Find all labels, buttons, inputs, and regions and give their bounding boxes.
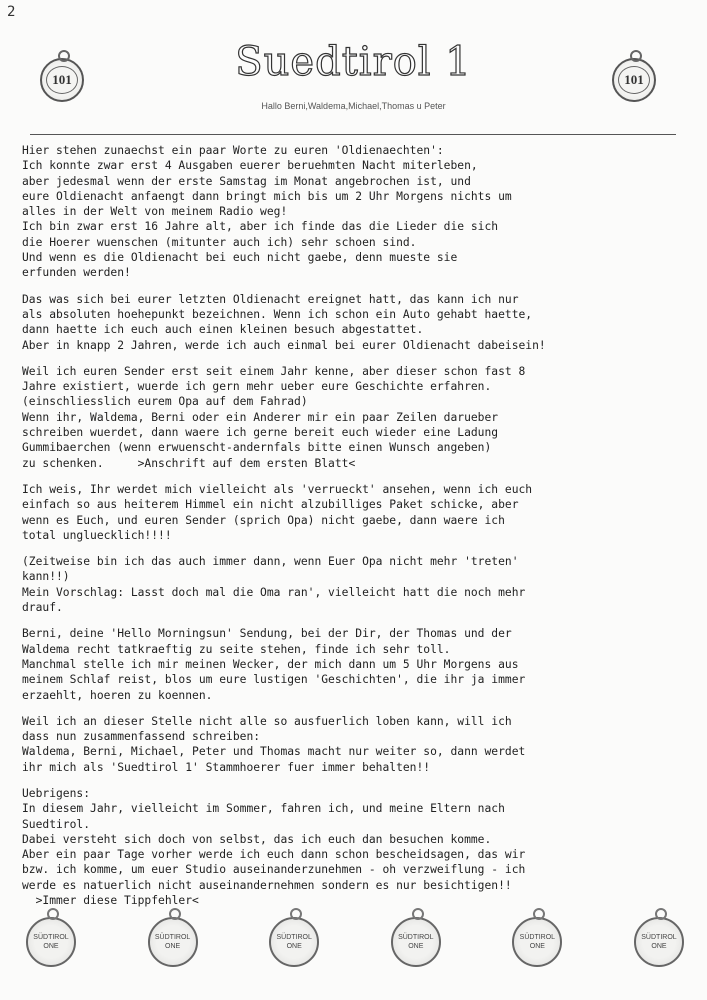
paragraph (22, 786, 692, 908)
footer-badge-line1: SÜDTIROL (519, 934, 556, 941)
page-number: 2 (7, 4, 16, 20)
text-line: Waldema, Berni, Michael, Peter und Thomas macht nur weiter so, dann werdet (22, 745, 526, 759)
logo-badge-left (40, 58, 84, 102)
text-line: Berni, deine 'Hello Morningsun' Sendung, bei der Dir, der Thomas und der (22, 627, 512, 641)
footer-logo-badge (512, 917, 562, 967)
paragraph (22, 143, 692, 281)
letter-body (22, 143, 692, 908)
text-line: Waldema recht tatkraeftig zu seite stehen, finde ich sehr toll. (22, 642, 451, 656)
text-line: Dabei versteht sich doch von selbst, das ich euch dan besuchen komme. (22, 832, 492, 846)
text-line: meinem Schlaf reist, blos um eure lustigen 'Geschichten', die ihr ja immer (22, 673, 526, 687)
text-line: Das was sich bei eurer letzten Oldienacht ereignet hatt, das kann ich nur (22, 292, 519, 306)
text-line: eure Oldienacht anfaengt dann bringt mich bis um 2 Uhr Morgens nichts um (22, 189, 512, 203)
text-line: (einschliesslich eurem Opa auf dem Fahrad) (22, 395, 308, 409)
footer-badge-row (20, 905, 690, 985)
footer-badge-line1: SÜDTIROL (641, 934, 677, 941)
paragraph (22, 714, 692, 775)
letter-greeting: Hallo Berni,Waldema,Michael,Thomas u Peter (261, 101, 446, 111)
text-line: erzaehlt, hoeren zu koennen. (22, 688, 213, 702)
text-line: werde es natuerlich nicht auseinandernehmen sondern es nur besichtigen!! (22, 878, 512, 892)
text-line: dass nun zusammenfassend schreiben: (22, 730, 261, 744)
text-line: Gummibaerchen (wenn erwuenscht-andernfals bitte einen Wunsch angeben) (22, 441, 492, 455)
text-line: erfunden werden! (22, 266, 131, 280)
footer-badge-line2: ONE (408, 943, 424, 950)
footer-badge-line2: ONE (165, 943, 181, 950)
text-line: aber jedesmal wenn der erste Samstag im Monat angebrochen ist, und (22, 174, 471, 188)
text-line: bzw. ich komme, um euer Studio auseinanderzunehmen - oh verzweiflung - ich (22, 863, 526, 877)
footer-logo-badge (634, 917, 684, 967)
text-line: Wenn ihr, Waldema, Berni oder ein Anderer mir ein paar Zeilen darueber (22, 410, 499, 424)
paragraph (22, 626, 692, 702)
paragraph (22, 482, 692, 543)
text-line: Suedtirol. (22, 817, 91, 831)
text-line: kann!!) (22, 570, 70, 584)
text-line: wenn es Euch, und euren Sender (sprich Opa) nicht gaebe, dann waere ich (22, 513, 505, 527)
footer-badge-line2: ONE (651, 943, 667, 950)
text-line: Weil ich euren Sender erst seit einem Jahr kenne, aber dieser schon fast 8 (22, 364, 526, 378)
text-line: Weil ich an dieser Stelle nicht alle so ausfuerlich loben kann, will ich (22, 714, 512, 728)
text-line: als absoluten hoehepunkt bezeichnen. Wenn ich schon ein Auto gehabt haette, (22, 307, 533, 321)
text-line: einfach so aus heiterem Himmel ein nicht alzubilliges Paket schicke, aber (22, 498, 519, 512)
text-line: alles in der Welt von meinem Radio weg! (22, 205, 288, 219)
paragraph (22, 292, 692, 353)
text-line: Uebrigens: (22, 786, 91, 800)
text-line: Jahre existiert, wuerde ich gern mehr ueber eure Geschichte erfahren. (22, 380, 492, 394)
text-line: total ungluecklich!!!! (22, 528, 172, 542)
paragraph (22, 554, 692, 615)
logo-badge-right (612, 58, 656, 102)
text-line: zu schenken. >Anschrift auf dem ersten Blatt< (22, 456, 356, 470)
text-line: Ich bin zwar erst 16 Jahre alt, aber ich finde das die Lieder die sich (22, 220, 499, 234)
text-line: Hier stehen zunaechst ein paar Worte zu euren 'Oldienaechten': (22, 144, 444, 157)
text-line: (Zeitweise bin ich das auch immer dann, wenn Euer Opa nicht mehr 'treten' (22, 555, 519, 569)
footer-logo-badge (26, 917, 76, 967)
text-line: ihr mich als 'Suedtirol 1' Stammhoerer fuer immer behalten!! (22, 760, 431, 774)
footer-badge-line2: ONE (286, 943, 302, 950)
header-divider (30, 134, 676, 135)
text-line: Aber in knapp 2 Jahren, werde ich auch einmal bei eurer Oldienacht dabeisein! (22, 338, 546, 352)
footer-logo-badge (148, 917, 198, 967)
text-line: Ich weis, Ihr werdet mich vielleicht als 'verrueckt' ansehen, wenn ich euch (22, 482, 533, 496)
text-line: die Hoerer wuenschen (mitunter auch ich) sehr schoen sind. (22, 235, 417, 249)
text-line: schreiben wuerdet, dann waere ich gerne bereit euch wieder eine Ladung (22, 426, 499, 440)
paragraph (22, 364, 692, 471)
footer-badge-line1: SÜDTIROL (398, 934, 434, 941)
footer-badge-line1: SÜDTIROL (154, 934, 191, 941)
footer-badge-line1: SÜDTIROL (276, 934, 312, 941)
text-line: Aber ein paar Tage vorher werde ich euch dann schon bescheidsagen, das wir (22, 848, 526, 862)
text-line: Und wenn es die Oldienacht bei euch nicht gaebe, denn mueste sie (22, 251, 458, 265)
text-line: drauf. (22, 601, 63, 615)
text-line: Manchmal stelle ich mir meinen Wecker, der mich dann um 5 Uhr Morgens aus (22, 657, 519, 671)
text-line: In diesem Jahr, vielleicht im Sommer, fahren ich, und meine Eltern nach (22, 802, 505, 816)
text-line: dann haette ich euch auch einen kleinen besuch abgestattet. (22, 323, 424, 337)
footer-badge-line1: SÜDTIROL (33, 934, 69, 941)
footer-logo-badge (391, 917, 441, 967)
text-line: Ich konnte zwar erst 4 Ausgaben euerer beruehmten Nacht miterleben, (22, 159, 478, 173)
letter-title: Suedtirol 1 (235, 39, 472, 85)
footer-badge-line2: ONE (43, 943, 59, 950)
text-line: Mein Vorschlag: Lasst doch mal die Oma ran', vielleicht hatt die noch mehr (22, 585, 526, 599)
logo-badge-text: 101 (624, 72, 644, 87)
footer-badge-line2: ONE (529, 943, 545, 950)
text-line: >Immer diese Tippfehler< (22, 894, 199, 908)
footer-logo-badge (269, 917, 319, 967)
logo-badge-text: 101 (52, 72, 72, 87)
